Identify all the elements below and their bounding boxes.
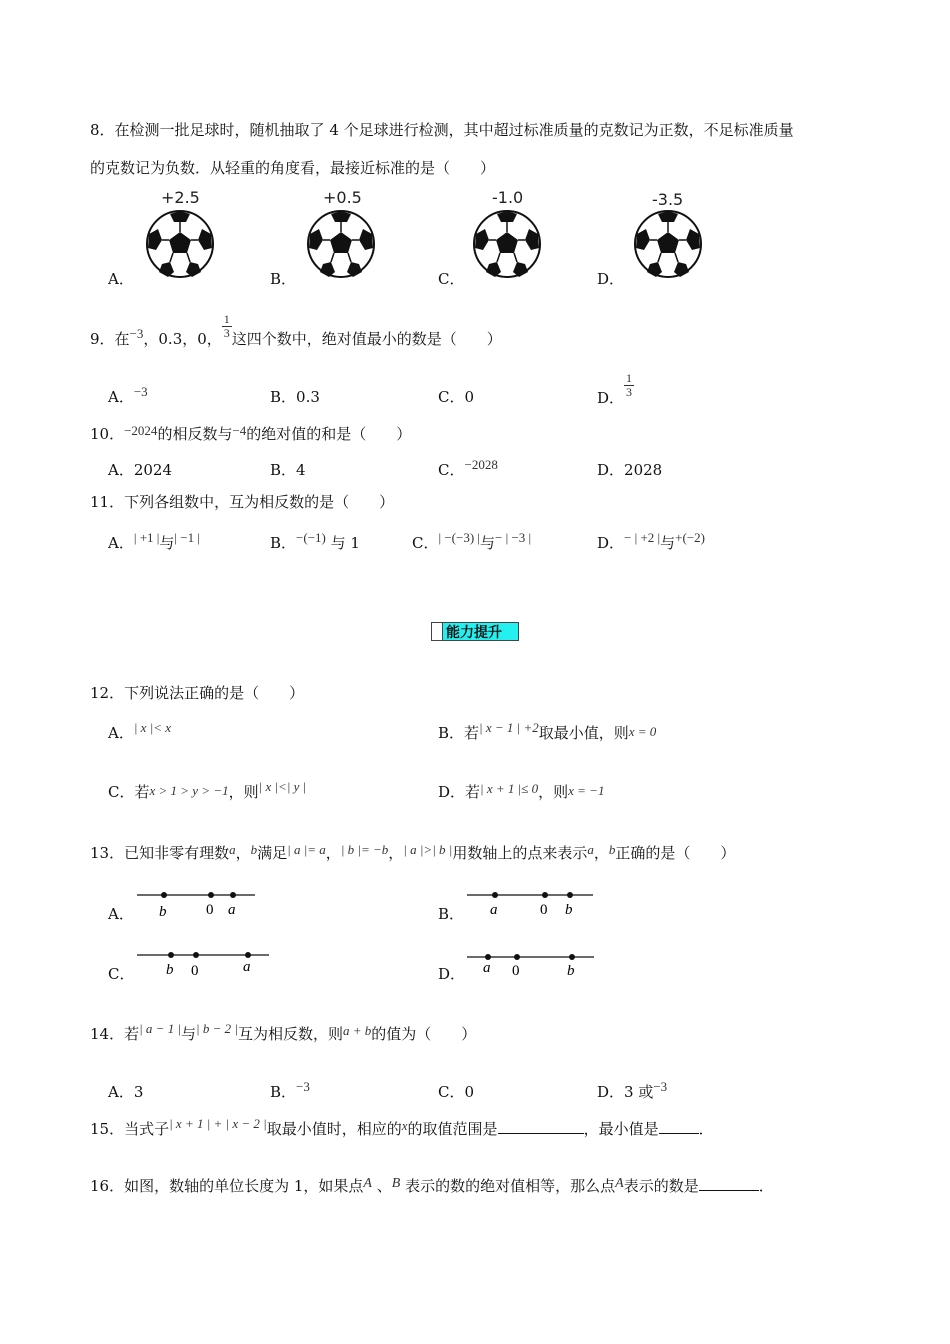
soccer-ball-icon (146, 210, 216, 280)
q8-stem-line2: 的克数记为负数．从轻重的角度看，最接近标准的是（ ） (90, 159, 496, 177)
svg-text:b: b (159, 904, 167, 920)
q13-option-d-letter[interactable]: D． (438, 965, 466, 983)
q8-option-b-label: +0.5 (323, 188, 362, 207)
q12-option-a[interactable]: A．| x |< x (108, 720, 172, 742)
q15-answer-blank-1[interactable] (498, 1119, 584, 1134)
svg-text:a: a (490, 902, 498, 918)
q13-number-line-b (460, 885, 600, 925)
q10-option-d[interactable]: D．2028 (597, 461, 663, 479)
q10-stem: 10．−2024的相反数与−4的绝对值的和是（ ） (90, 423, 412, 443)
q13-number-line-d (460, 945, 600, 985)
q8-option-c-letter[interactable]: C． (438, 270, 465, 288)
svg-text:0: 0 (540, 902, 548, 918)
q8-option-a-letter[interactable]: A． (108, 270, 134, 288)
q14-stem: 14．若| a − 1 |与| b − 2 |互为相反数，则a + b的值为（ ） (90, 1021, 477, 1043)
q12-option-b[interactable]: B．若| x − 1 | +2取最小值，则x = 0 (438, 720, 657, 742)
q16-stem: 16．如图，数轴的单位长度为 1，如果点A 、B 表示的数的绝对值相等，那么点A表示的数是 ． (90, 1176, 774, 1195)
q13-option-b-letter[interactable]: B． (438, 905, 465, 923)
q13-number-line-a (130, 885, 260, 925)
q15-answer-blank-2[interactable] (659, 1119, 699, 1134)
q10-option-b[interactable]: B．4 (270, 461, 306, 479)
q10-option-c[interactable]: C．−2028 (438, 457, 498, 479)
q12-option-c[interactable]: C．若x > 1 > y > −1，则| x |<| y | (108, 779, 307, 801)
section-banner (431, 622, 519, 641)
q14-option-c[interactable]: C．0 (438, 1083, 475, 1101)
svg-text:b: b (567, 963, 575, 979)
q9-option-b[interactable]: B．0.3 (270, 388, 320, 406)
svg-text:b: b (565, 902, 573, 918)
svg-text:0: 0 (206, 902, 214, 918)
svg-text:a: a (483, 960, 491, 976)
q13-number-line-c (130, 945, 275, 985)
q13-option-c-letter[interactable]: C． (108, 965, 135, 983)
q11-option-a[interactable]: A．| +1 |与| −1 | (108, 530, 200, 552)
soccer-ball-icon (473, 210, 543, 280)
q10-option-a[interactable]: A．2024 (108, 461, 173, 479)
q9-stem: 9．在−3，0.3，0， $\frac{1}{3}$ 这四个数中，绝对值最小的数是（ ） (90, 312, 502, 349)
soccer-ball-icon (307, 210, 377, 280)
q9-option-d[interactable]: D． $\frac{1}{3}$ (597, 371, 633, 408)
q15-stem: 15．当式子| x + 1 | + | x − 2 |取最小值时，相应的x的取值范围是 ，最小值是 ． (90, 1116, 714, 1138)
svg-text:b: b (166, 962, 174, 978)
q8-option-b-letter[interactable]: B． (270, 270, 297, 288)
q9-fraction: $\frac{1}{3}$ (223, 312, 230, 340)
q12-stem: 12．下列说法正确的是（ ） (90, 684, 305, 702)
svg-text:0: 0 (191, 963, 199, 979)
svg-text:a: a (228, 902, 236, 918)
q14-option-d[interactable]: D．3 或−3 (597, 1079, 668, 1101)
svg-text:0: 0 (512, 963, 520, 979)
section-banner-title: 能力提升 (446, 624, 502, 641)
q14-option-a[interactable]: A．3 (108, 1083, 144, 1101)
q9-option-c[interactable]: C．0 (438, 388, 475, 406)
q8-option-d-label: -3.5 (652, 190, 684, 209)
q16-answer-blank[interactable] (699, 1176, 759, 1191)
q11-option-b[interactable]: B．−(−1) 与 1 (270, 530, 360, 552)
q13-stem: 13．已知非零有理数a，b满足| a |= a，| b |= −b，| a |>| b |用数轴上的点来表示a，b正确的是（ ） (90, 842, 736, 862)
q13-option-a-letter[interactable]: A． (108, 905, 134, 923)
q8-option-c-label: -1.0 (492, 188, 524, 207)
q14-option-b[interactable]: B．−3 (270, 1079, 310, 1101)
q8-option-a-label: +2.5 (161, 188, 200, 207)
q11-option-d[interactable]: D．− | +2 |与+(−2) (597, 530, 705, 552)
q11-stem: 11．下列各组数中，互为相反数的是（ ） (90, 493, 395, 511)
q12-option-d[interactable]: D．若| x + 1 |≤ 0，则x = −1 (438, 781, 605, 801)
q9-option-a[interactable]: A．−3 (108, 384, 148, 406)
soccer-ball-icon (634, 210, 704, 280)
svg-text:a: a (243, 959, 251, 975)
q8-stem-line1: 8．在检测一批足球时，随机抽取了 4 个足球进行检测，其中超过标准质量的克数记为正数，不足标准质量 (90, 121, 794, 139)
q8-option-d-letter[interactable]: D． (597, 270, 625, 288)
q11-option-c[interactable]: C．| −(−3) |与− | −3 | (412, 530, 532, 552)
q9-math-neg3: −3 (129, 326, 144, 342)
